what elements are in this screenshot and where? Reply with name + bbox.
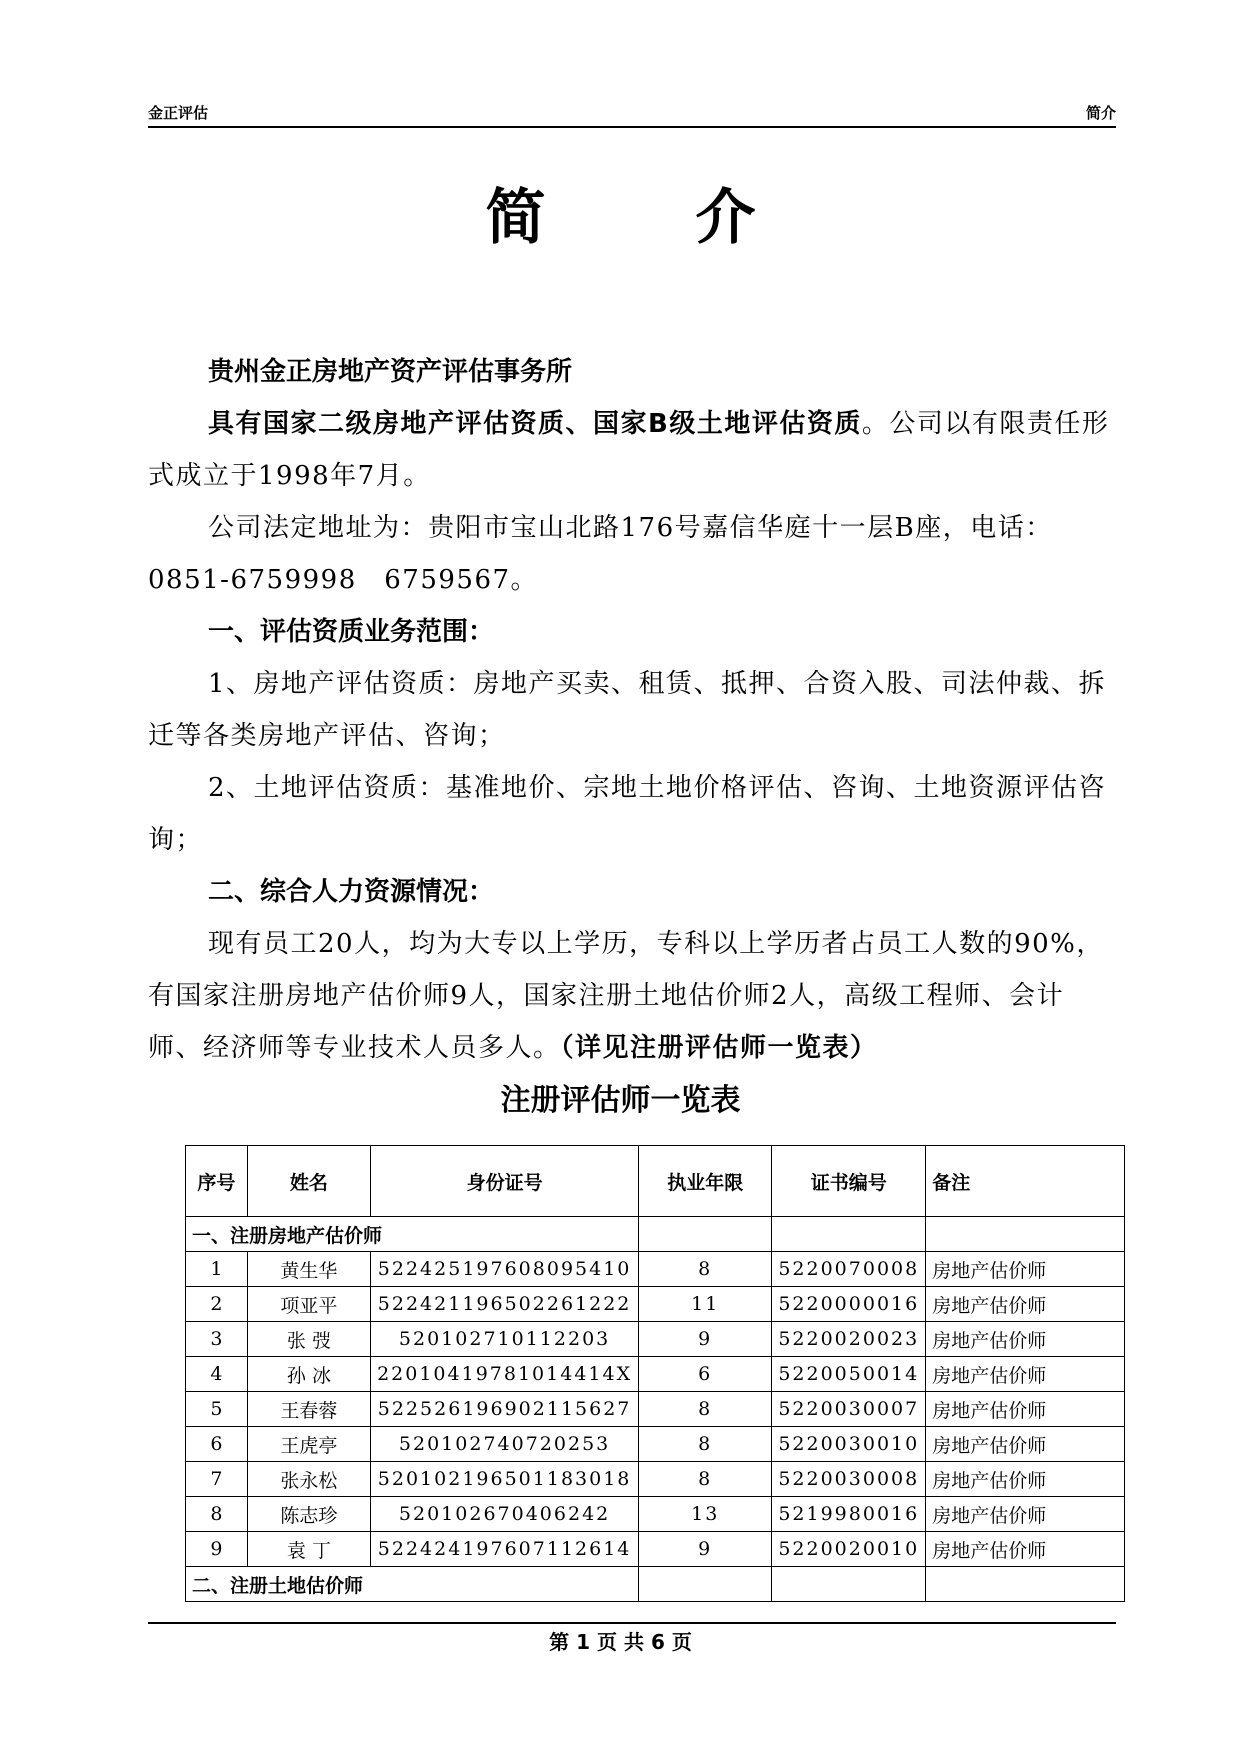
document-body — [148, 346, 1116, 1074]
cell-note: 房地产估价师 — [926, 1252, 1125, 1287]
cell-cert: 5220020010 — [772, 1532, 926, 1567]
header-company: 金正评估 — [148, 104, 209, 122]
cell-no: 2 — [186, 1287, 248, 1322]
table-row — [186, 1357, 1125, 1392]
table-section-row — [186, 1217, 1125, 1252]
cell-id: 522526196902115627 — [371, 1392, 639, 1427]
header-years: 执业年限 — [639, 1146, 772, 1217]
header-id: 身份证号 — [371, 1146, 639, 1217]
cell-name: 陈志珍 — [247, 1497, 370, 1532]
cell-id: 522421196502261222 — [371, 1287, 639, 1322]
page-header — [148, 100, 1116, 128]
scope-item-2: 2、土地评估资质：基准地价、宗地土地价格评估、咨询、土地资源评估咨询； — [148, 773, 1107, 855]
cell-note: 房地产估价师 — [926, 1462, 1125, 1497]
cell-id: 520102710112203 — [371, 1322, 639, 1357]
cell-years: 8 — [639, 1252, 772, 1287]
cell-name: 张永松 — [247, 1462, 370, 1497]
address-paragraph: 公司法定地址为：贵阳市宝山北路176号嘉信华庭十一层B座，电话：0851-6759998 6759567。 — [148, 513, 1053, 595]
cell-name: 孙 冰 — [247, 1357, 370, 1392]
cell-no: 4 — [186, 1357, 248, 1392]
cell-name: 项亚平 — [247, 1287, 370, 1322]
cell-years: 11 — [639, 1287, 772, 1322]
page-title: 简介 — [485, 183, 906, 253]
cell-no: 6 — [186, 1427, 248, 1462]
header-note: 备注 — [926, 1146, 1125, 1217]
staff-text: 现有员工20人，均为大专以上学历，专科以上学历者占员工人数的90%，有国家注册房地产估价师9人，国家注册土地估价师2人，高级工程师、会计师、经济师等专业技术人员多人。 — [148, 929, 1104, 1063]
page-footer: 第 1 页 共 6 页 — [549, 1630, 692, 1654]
cell-note: 房地产估价师 — [926, 1427, 1125, 1462]
header-section: 简介 — [1085, 104, 1116, 122]
cell-note: 房地产估价师 — [926, 1497, 1125, 1532]
cell-note: 房地产估价师 — [926, 1287, 1125, 1322]
section-label: 一、注册房地产估价师 — [186, 1217, 639, 1252]
table-row — [186, 1427, 1125, 1462]
cell-id: 520102670406242 — [371, 1497, 639, 1532]
cell-years: 13 — [639, 1497, 772, 1532]
cell-note: 房地产估价师 — [926, 1532, 1125, 1567]
cell-cert: 5220020023 — [772, 1322, 926, 1357]
cell-note: 房地产估价师 — [926, 1322, 1125, 1357]
cell-name: 王春蓉 — [247, 1392, 370, 1427]
cell-no: 1 — [186, 1252, 248, 1287]
footer-rule — [148, 1622, 1116, 1624]
cell-cert: 5219980016 — [772, 1497, 926, 1532]
cell-years: 8 — [639, 1392, 772, 1427]
company-name: 贵州金正房地产资产评估事务所 — [208, 357, 573, 387]
section-heading-hr: 二、综合人力资源情况： — [208, 877, 495, 907]
cell-years: 8 — [639, 1462, 772, 1497]
cell-name: 黄生华 — [247, 1252, 370, 1287]
cell-cert: 5220070008 — [772, 1252, 926, 1287]
cell-no: 3 — [186, 1322, 248, 1357]
cell-no: 7 — [186, 1462, 248, 1497]
cell-name: 袁 丁 — [247, 1532, 370, 1567]
cell-name: 王虎亭 — [247, 1427, 370, 1462]
cell-years: 9 — [639, 1532, 772, 1567]
cell-id: 520102196501183018 — [371, 1462, 639, 1497]
cell-cert: 5220030008 — [772, 1462, 926, 1497]
table-section-row — [186, 1567, 1125, 1602]
staff-see-table: （详见注册评估师一览表） — [560, 1033, 878, 1063]
cell-id: 522424197607112614 — [371, 1532, 639, 1567]
cell-note: 房地产估价师 — [926, 1357, 1125, 1392]
header-name: 姓名 — [247, 1146, 370, 1217]
section-heading-scope: 一、评估资质业务范围： — [208, 617, 495, 647]
section-label: 二、注册土地估价师 — [186, 1567, 639, 1602]
appraiser-table — [185, 1145, 1125, 1602]
scope-item-1: 1、房地产评估资质：房地产买卖、租赁、抵押、合资入股、司法仲裁、拆迁等各类房地产评估、咨询； — [148, 669, 1107, 751]
cell-years: 8 — [639, 1427, 772, 1462]
cell-no: 9 — [186, 1532, 248, 1567]
header-cert: 证书编号 — [772, 1146, 926, 1217]
table-row — [186, 1497, 1125, 1532]
table-row — [186, 1322, 1125, 1357]
qualification-bold: 具有国家二级房地产评估资质、国家B级土地评估资质 — [208, 409, 862, 439]
table-row — [186, 1532, 1125, 1567]
header-no: 序号 — [186, 1146, 248, 1217]
qualification-paragraph — [148, 398, 1116, 502]
cell-cert: 5220030007 — [772, 1392, 926, 1427]
cell-cert: 5220000016 — [772, 1287, 926, 1322]
cell-note: 房地产估价师 — [926, 1392, 1125, 1427]
table-row — [186, 1252, 1125, 1287]
cell-years: 9 — [639, 1322, 772, 1357]
cell-name: 张 弢 — [247, 1322, 370, 1357]
cell-id: 22010419781014414X — [371, 1357, 639, 1392]
cell-no: 5 — [186, 1392, 248, 1427]
table-row — [186, 1287, 1125, 1322]
table-header-row — [186, 1146, 1125, 1217]
table-row — [186, 1462, 1125, 1497]
cell-cert: 5220030010 — [772, 1427, 926, 1462]
table-row — [186, 1392, 1125, 1427]
staff-paragraph — [148, 918, 1116, 1074]
cell-no: 8 — [186, 1497, 248, 1532]
cell-id: 522425197608095410 — [371, 1252, 639, 1287]
table-title: 注册评估师一览表 — [500, 1083, 741, 1118]
cell-years: 6 — [639, 1357, 772, 1392]
qualification-rest: 。公司以有限责任形式成立于1998年7月。 — [148, 409, 1110, 491]
cell-cert: 5220050014 — [772, 1357, 926, 1392]
cell-id: 520102740720253 — [371, 1427, 639, 1462]
